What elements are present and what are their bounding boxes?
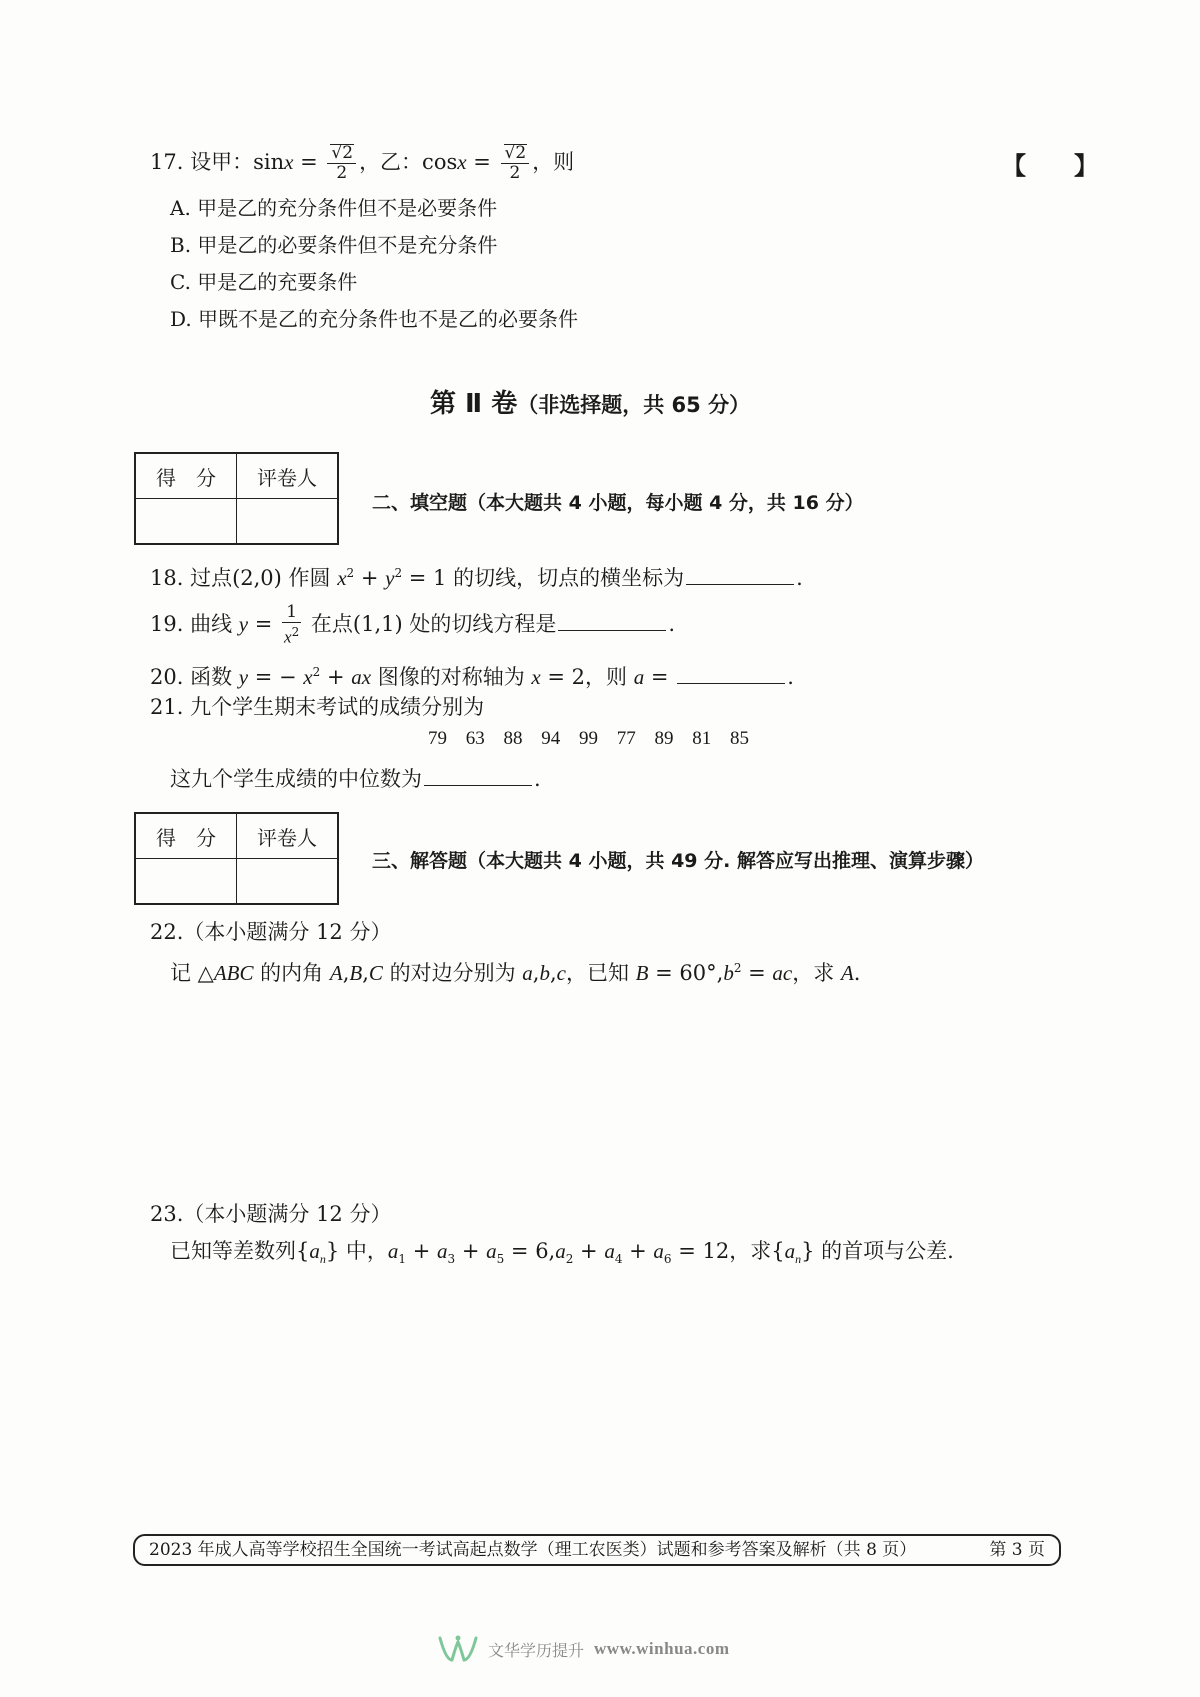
- watermark-name: 文华学历提升: [488, 1640, 585, 1660]
- answer-blank: [677, 663, 785, 684]
- question-19: 19. 曲线 y = $\frac{1}{x^2}$ 在点(1,1) 处的切线方程是 .: [150, 602, 676, 647]
- section-heading: 二、填空题（本大题共 4 小题，每小题 4 分，共 16 分）: [372, 492, 864, 514]
- score-list: [428, 728, 749, 750]
- page-number: 第 3 页: [989, 1540, 1045, 1560]
- score-value: 77: [616, 728, 636, 749]
- score-value: 94: [541, 728, 561, 749]
- score-cell: [135, 859, 237, 905]
- footer-title: 2023 年成人高等学校招生全国统一考试高起点数学（理工农医类）试题和参考答案及解析（共 8 页）: [149, 1540, 917, 1560]
- score-value: 85: [730, 728, 749, 749]
- score-label: 得 分: [135, 813, 237, 859]
- question-21-prompt: 这九个学生成绩的中位数为 .: [170, 767, 541, 791]
- question-23-heading: 23.（本小题满分 12 分）: [150, 1202, 392, 1226]
- question-20: 20. 函数 y = − $x^2$ + ax 图像的对称轴为 x = 2，则 a = .: [150, 665, 794, 689]
- question-17: 17. 设甲：sinx = $\frac{√2}{2}$ ，乙：cosx = $\frac{√2}{2}$ ，则: [150, 143, 575, 183]
- fraction-sqrt2-over-2: $\frac{√2}{2}$: [501, 144, 530, 183]
- grader-label: 评卷人: [237, 813, 339, 859]
- grader-label: 评卷人: [237, 453, 339, 499]
- fraction-sqrt2-over-2: $\frac{√2}{2}$: [327, 144, 356, 183]
- grader-cell: [237, 499, 339, 545]
- score-cell: [135, 499, 237, 545]
- score-value: 88: [503, 728, 523, 749]
- score-table: [134, 812, 339, 905]
- score-label: 得 分: [135, 453, 237, 499]
- page-footer: [133, 1534, 1061, 1566]
- section-heading: 三、解答题（本大题共 4 小题，共 49 分. 解答应写出推理、演算步骤）: [372, 850, 984, 872]
- answer-bracket: 【 】: [1002, 152, 1098, 180]
- question-18: 18. 过点(2,0) 作圆 $x^2 + y^2 = 1$ 的切线，切点的横坐标为 .: [150, 566, 803, 590]
- score-table: [134, 452, 339, 545]
- question-22-body: 记 △ABC 的内角 A,B,C 的对边分别为 a,b,c，已知 $B = 60^\circ,b^2$ = ac，求 A.: [170, 961, 861, 985]
- option-c: C. 甲是乙的充要条件: [170, 270, 358, 294]
- question-23-body: 已知等差数列$\{a_n\}$ 中，$a_1 + a_3 + a_5 = 6,a_2 + a_4 + a_6 = 12$，求$\{a_n\}$ 的首项与公差.: [170, 1239, 954, 1267]
- answer-blank: [558, 610, 666, 631]
- question-22-heading: 22.（本小题满分 12 分）: [150, 920, 392, 944]
- part-title: 第 Ⅱ 卷（非选择题，共 65 分）: [430, 389, 751, 419]
- grader-cell: [237, 859, 339, 905]
- score-value: 89: [654, 728, 674, 749]
- question-21: 21. 九个学生期末考试的成绩分别为: [150, 695, 485, 719]
- watermark-url: www.winhua.com: [594, 1639, 730, 1658]
- score-value: 99: [579, 728, 598, 749]
- score-value: 79: [428, 728, 447, 749]
- score-value: 81: [692, 728, 712, 749]
- option-a: A. 甲是乙的充分条件但不是必要条件: [170, 196, 498, 220]
- fraction-1-over-x2: $\frac{1}{x^2}$: [284, 602, 300, 647]
- watermark: [438, 1634, 729, 1664]
- winhua-logo-icon: [438, 1634, 478, 1664]
- score-value: 63: [465, 728, 485, 749]
- answer-blank: [424, 765, 532, 786]
- option-d: D. 甲既不是乙的充分条件也不是乙的必要条件: [170, 307, 579, 331]
- answer-blank: [686, 564, 794, 585]
- option-b: B. 甲是乙的必要条件但不是充分条件: [170, 233, 498, 257]
